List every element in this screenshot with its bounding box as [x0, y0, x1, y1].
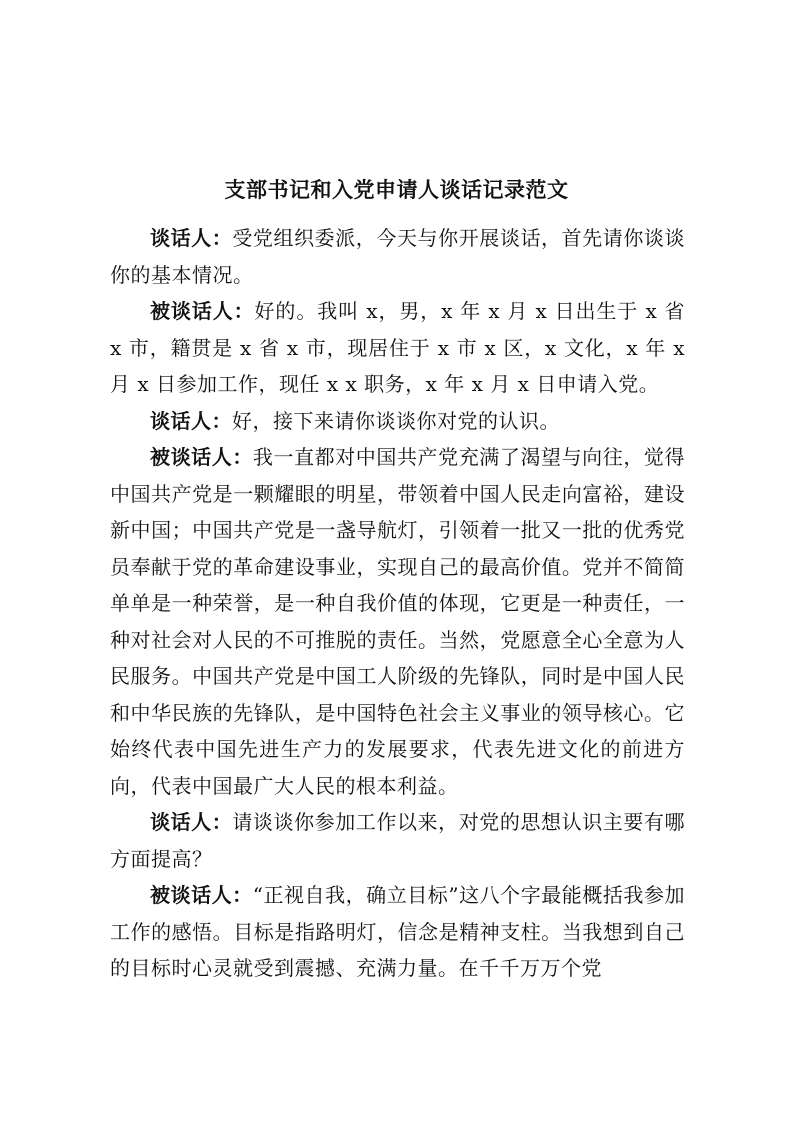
document-title: 支部书记和入党申请人谈话记录范文	[224, 177, 569, 202]
paragraph	[110, 439, 685, 804]
paragraph-text: 好的。我叫 x，男，x 年 x 月 x 日出生于 x 省 x 市，籍贯是 x 省 x 市，现居住于 x 市 x 区，x 文化，x 年 x 月 x 日参加工作，现任 x x 职务，x 年 x 月 x 日申请入党。	[110, 299, 685, 396]
paragraph-text: 好，接下来请你谈谈你对党的认识。	[232, 408, 560, 433]
speaker-label: 被谈话人：	[150, 445, 253, 469]
speaker-label: 被谈话人：	[150, 883, 253, 907]
paragraph-text: “正视自我，确立目标”这八个字最能概括我参加工作的感悟。目标是指路明灯，信念是精神支柱。当我想到自己的目标时心灵就受到震撼、充满力量。在千千万万个党	[110, 883, 685, 980]
paragraph	[110, 804, 685, 877]
speaker-label: 谈话人：	[150, 810, 233, 834]
paragraph-text: 请谈谈你参加工作以来，对党的思想认识主要有哪方面提高？	[110, 810, 686, 871]
speaker-label: 谈话人：	[150, 226, 233, 250]
paragraph-text: 我一直都对中国共产党充满了渴望与向往，觉得中国共产党是一颗耀眼的明星，带领着中国人民走向富裕，建设新中国；中国共产党是一盏导航灯，引领着一批又一批的优秀党员奉献于党的革命建设事业，实现自己的最高价值。党并不简简单单是一种荣誉，是一种自我价值的体现，它更是一种责任，一种对社会对人民的不可推脱的责任。当然，党愿意全心全意为人民服务。中国共产党是中国工人阶级的先锋队，同时是中国人民和中华民族的先锋队，是中国特色社会主义事业的领导核心。它始终代表中国先进生产力的发展要求，代表先进文化的前进方向，代表中国最广大人民的根本利益。	[110, 445, 686, 798]
speaker-label: 谈话人：	[150, 408, 232, 433]
paragraph	[110, 293, 685, 403]
paragraph	[110, 877, 685, 987]
paragraph-text: 受党组织委派，今天与你开展谈话，首先请你谈谈你的基本情况。	[110, 226, 686, 287]
speaker-label: 被谈话人：	[150, 299, 255, 323]
paragraph	[110, 220, 685, 293]
document-body	[110, 220, 685, 987]
paragraph	[110, 403, 685, 440]
